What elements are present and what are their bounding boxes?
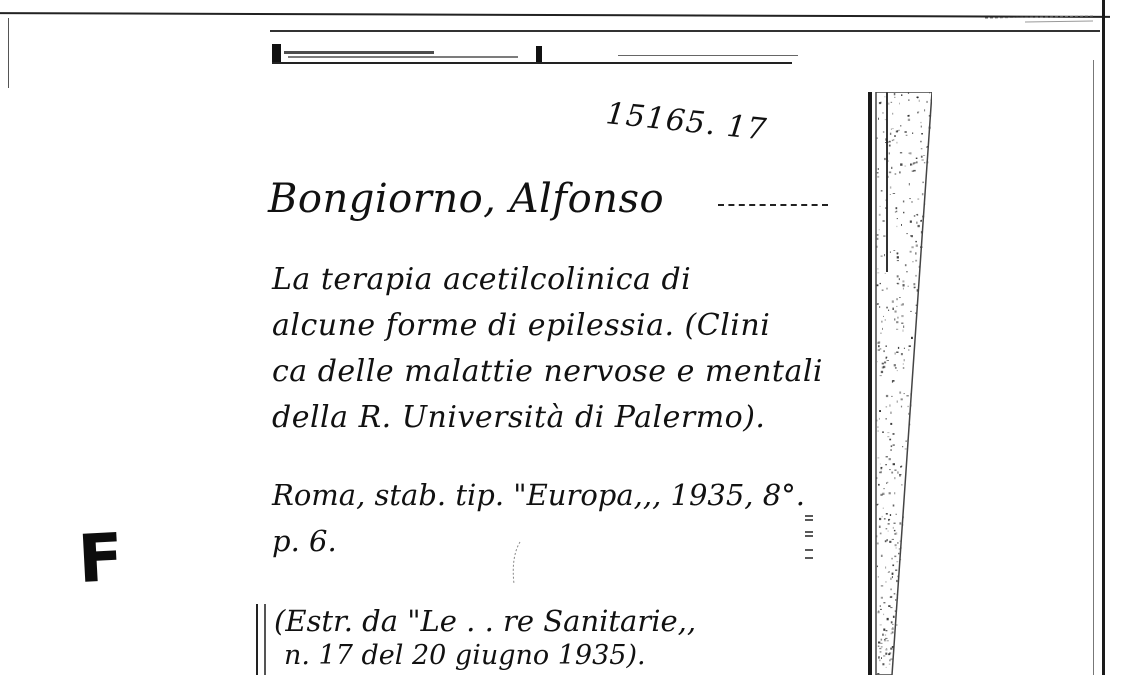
note-line-1: (Estr. da "Le . . re Sanitarie,, bbox=[274, 604, 697, 638]
scan-noise-band bbox=[872, 92, 932, 675]
note-line-2: n. 17 del 20 giugno 1935). bbox=[284, 640, 646, 671]
imprint-line-2: p. 6. bbox=[272, 524, 337, 558]
stray-mark bbox=[508, 540, 522, 586]
right-card-border bbox=[1102, 0, 1105, 675]
margin-tick-marks bbox=[803, 512, 815, 568]
title-line-3: ca delle malattie nervose e mentali bbox=[272, 354, 824, 389]
title-line-4: della R. Università di Palermo). bbox=[272, 400, 766, 435]
title-line-2: alcune forme di epilessia. (Clini bbox=[272, 308, 771, 343]
imprint-line-1: Roma, stab. tip. "Europa,,, 1935, 8°. bbox=[272, 478, 805, 512]
top-inner-rule bbox=[270, 30, 1100, 32]
margin-letter: F bbox=[76, 518, 126, 599]
title-line-1: La terapia acetilcolinica di bbox=[272, 262, 692, 297]
right-inner-border bbox=[1093, 60, 1094, 675]
header-rule bbox=[272, 62, 792, 64]
author-dash-line bbox=[718, 204, 828, 206]
author-name: Bongiorno, Alfonso bbox=[268, 176, 665, 222]
header-faint-rule bbox=[618, 55, 798, 56]
note-bracket bbox=[256, 604, 266, 675]
top-right-smudge bbox=[985, 10, 1095, 24]
header-smudge bbox=[272, 42, 552, 64]
catalog-number: 15165. 17 bbox=[604, 96, 769, 148]
top-edge-rule bbox=[0, 12, 1110, 18]
left-edge-mark bbox=[8, 18, 9, 88]
